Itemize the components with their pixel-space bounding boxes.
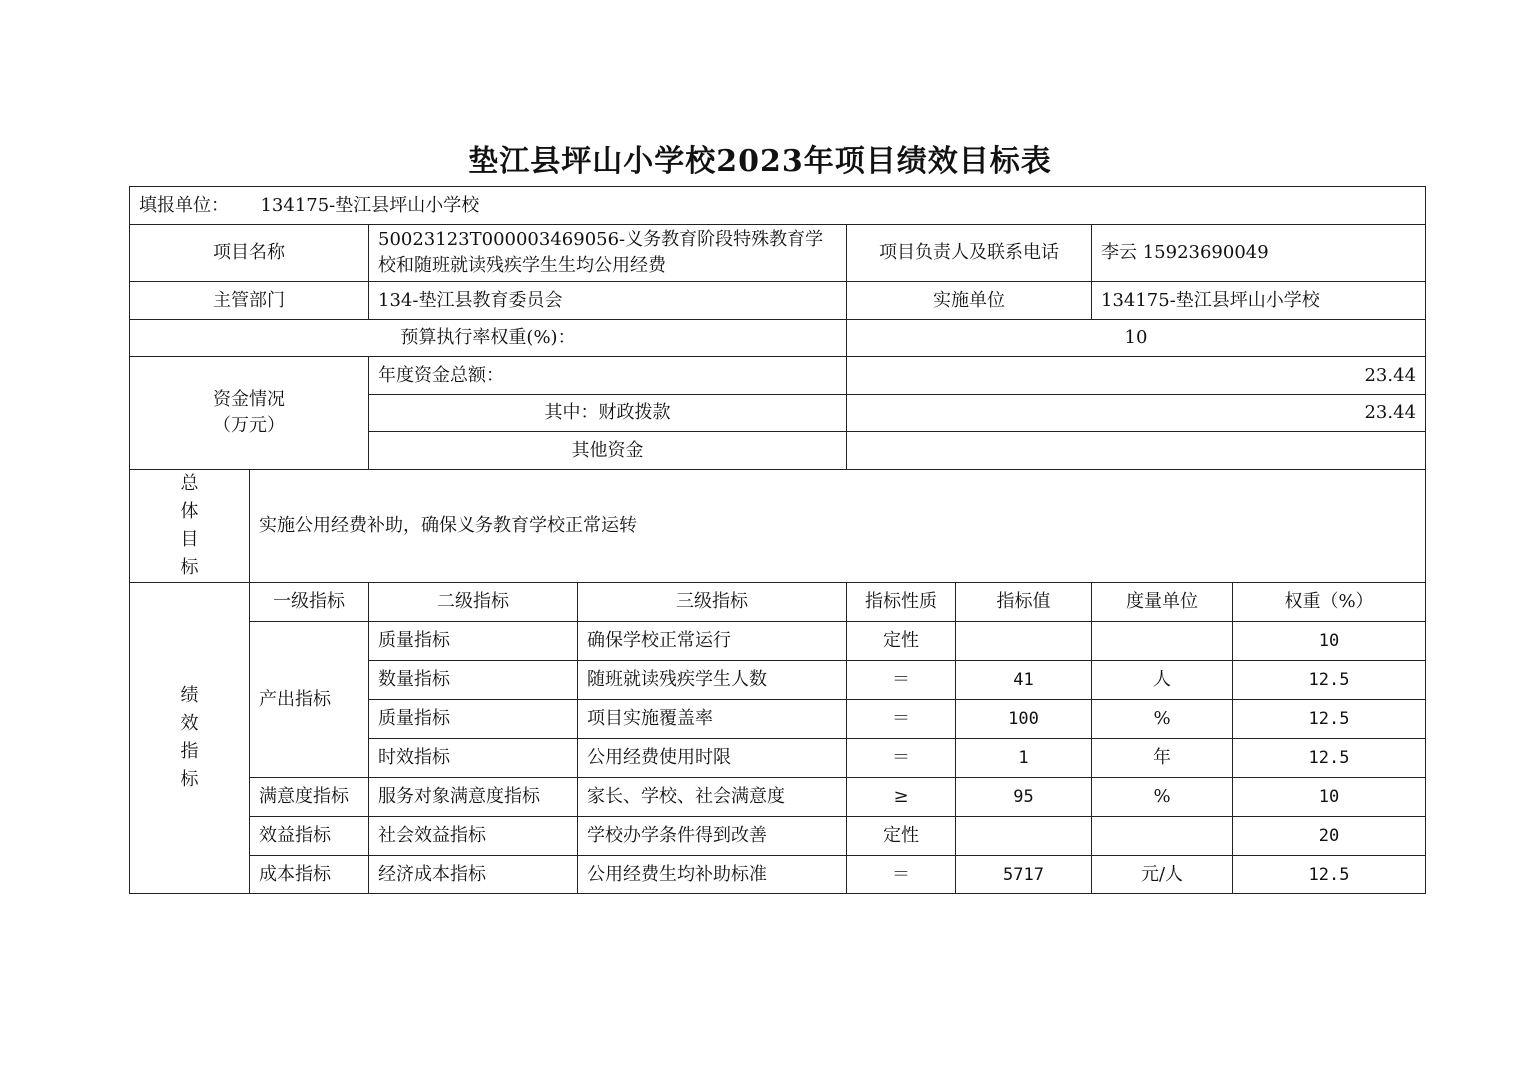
indicator-nature: 定性	[847, 622, 956, 661]
indicator-value	[956, 622, 1092, 661]
overall-goal-label-char: 体	[180, 501, 199, 522]
indicator-weight: 12.5	[1233, 856, 1426, 894]
impl-unit-label: 实施单位	[847, 282, 1092, 320]
header-level3: 三级指标	[578, 583, 847, 622]
project-contact-value: 李云 15923690049	[1092, 225, 1426, 282]
indicator-level2: 服务对象满意度指标	[369, 778, 578, 817]
indicator-row	[130, 778, 1426, 817]
funds-fiscal-value: 23.44	[847, 395, 1426, 432]
department-row	[130, 282, 1426, 320]
funds-total-value: 23.44	[847, 357, 1426, 395]
reporting-unit-row	[130, 187, 1426, 225]
indicators-label-char: 标	[180, 769, 199, 790]
indicator-value: 100	[956, 700, 1092, 739]
header-level1: 一级指标	[250, 583, 369, 622]
department-value: 134-垫江县教育委员会	[369, 282, 847, 320]
indicator-value: 5717	[956, 856, 1092, 894]
indicator-nature: 定性	[847, 817, 956, 856]
indicator-nature: ≥	[847, 778, 956, 817]
indicator-level3: 学校办学条件得到改善	[578, 817, 847, 856]
indicator-nature: ＝	[847, 739, 956, 778]
indicator-level3: 项目实施覆盖率	[578, 700, 847, 739]
funds-label-line1: 资金情况	[213, 389, 285, 410]
project-name-row	[130, 225, 1426, 282]
header-unit: 度量单位	[1092, 583, 1233, 622]
indicator-weight: 20	[1233, 817, 1426, 856]
reporting-unit-label: 填报单位：	[139, 194, 229, 216]
indicator-level1: 成本指标	[250, 856, 369, 894]
indicator-unit: 元/人	[1092, 856, 1233, 894]
indicator-level2: 质量指标	[369, 622, 578, 661]
indicator-level1: 产出指标	[250, 622, 369, 778]
indicator-level2: 社会效益指标	[369, 817, 578, 856]
indicator-unit	[1092, 622, 1233, 661]
indicator-value: 41	[956, 661, 1092, 700]
indicator-unit: 年	[1092, 739, 1233, 778]
indicator-value: 1	[956, 739, 1092, 778]
indicator-level2: 数量指标	[369, 661, 578, 700]
funds-label-line2: （万元）	[213, 415, 285, 436]
department-label: 主管部门	[130, 282, 369, 320]
indicator-level3: 随班就读残疾学生人数	[578, 661, 847, 700]
header-value: 指标值	[956, 583, 1092, 622]
indicator-row	[130, 817, 1426, 856]
performance-goal-table	[129, 186, 1426, 894]
indicator-level1: 效益指标	[250, 817, 369, 856]
overall-goal-label-char: 标	[180, 557, 199, 578]
reporting-unit-cell	[130, 187, 1426, 225]
project-name-value: 50023123T000003469056-义务教育阶段特殊教育学校和随班就读残疾学生生均公用经费	[369, 225, 847, 282]
indicators-label-char: 绩	[180, 685, 199, 706]
indicator-unit: %	[1092, 700, 1233, 739]
indicator-level2: 质量指标	[369, 700, 578, 739]
overall-goal-label	[130, 470, 250, 583]
overall-goal-value: 实施公用经费补助，确保义务教育学校正常运转	[250, 470, 1426, 583]
budget-weight-value: 10	[847, 320, 1426, 357]
indicator-weight: 10	[1233, 778, 1426, 817]
project-contact-label: 项目负责人及联系电话	[847, 225, 1092, 282]
indicator-weight: 12.5	[1233, 661, 1426, 700]
indicator-level2: 时效指标	[369, 739, 578, 778]
header-level2: 二级指标	[369, 583, 578, 622]
funds-other-value	[847, 432, 1426, 470]
indicator-nature: ＝	[847, 856, 956, 894]
impl-unit-value: 134175-垫江县坪山小学校	[1092, 282, 1426, 320]
indicators-label-char: 指	[180, 741, 199, 762]
header-weight: 权重（%）	[1233, 583, 1426, 622]
indicator-level3: 家长、学校、社会满意度	[578, 778, 847, 817]
indicator-nature: ＝	[847, 700, 956, 739]
indicator-nature: ＝	[847, 661, 956, 700]
reporting-unit-value: 134175-垫江县坪山小学校	[260, 194, 480, 216]
indicator-unit: 人	[1092, 661, 1233, 700]
indicator-level2: 经济成本指标	[369, 856, 578, 894]
indicator-weight: 12.5	[1233, 739, 1426, 778]
overall-goal-row	[130, 470, 1426, 583]
indicator-level1: 满意度指标	[250, 778, 369, 817]
funds-label	[130, 357, 369, 470]
indicator-level3: 确保学校正常运行	[578, 622, 847, 661]
overall-goal-label-char: 总	[180, 473, 199, 494]
indicators-label-char: 效	[180, 713, 199, 734]
budget-weight-row	[130, 320, 1426, 357]
indicator-unit	[1092, 817, 1233, 856]
indicator-level3: 公用经费使用时限	[578, 739, 847, 778]
funds-other-label: 其他资金	[369, 432, 847, 470]
overall-goal-label-char: 目	[180, 529, 199, 550]
indicator-value: 95	[956, 778, 1092, 817]
indicator-value	[956, 817, 1092, 856]
project-name-label: 项目名称	[130, 225, 369, 282]
funds-fiscal-label: 其中：财政拨款	[369, 395, 847, 432]
indicator-row	[130, 622, 1426, 661]
indicator-level3: 公用经费生均补助标准	[578, 856, 847, 894]
indicator-weight: 10	[1233, 622, 1426, 661]
indicator-weight: 12.5	[1233, 700, 1426, 739]
header-nature: 指标性质	[847, 583, 956, 622]
funds-total-label: 年度资金总额：	[369, 357, 847, 395]
funds-row	[130, 357, 1426, 395]
budget-weight-label: 预算执行率权重(%)：	[130, 320, 847, 357]
page-title: 垫江县坪山小学校2023年项目绩效目标表	[468, 144, 1052, 179]
indicator-unit: %	[1092, 778, 1233, 817]
indicators-label	[130, 583, 250, 894]
indicator-row	[130, 856, 1426, 894]
indicator-header-row	[130, 583, 1426, 622]
